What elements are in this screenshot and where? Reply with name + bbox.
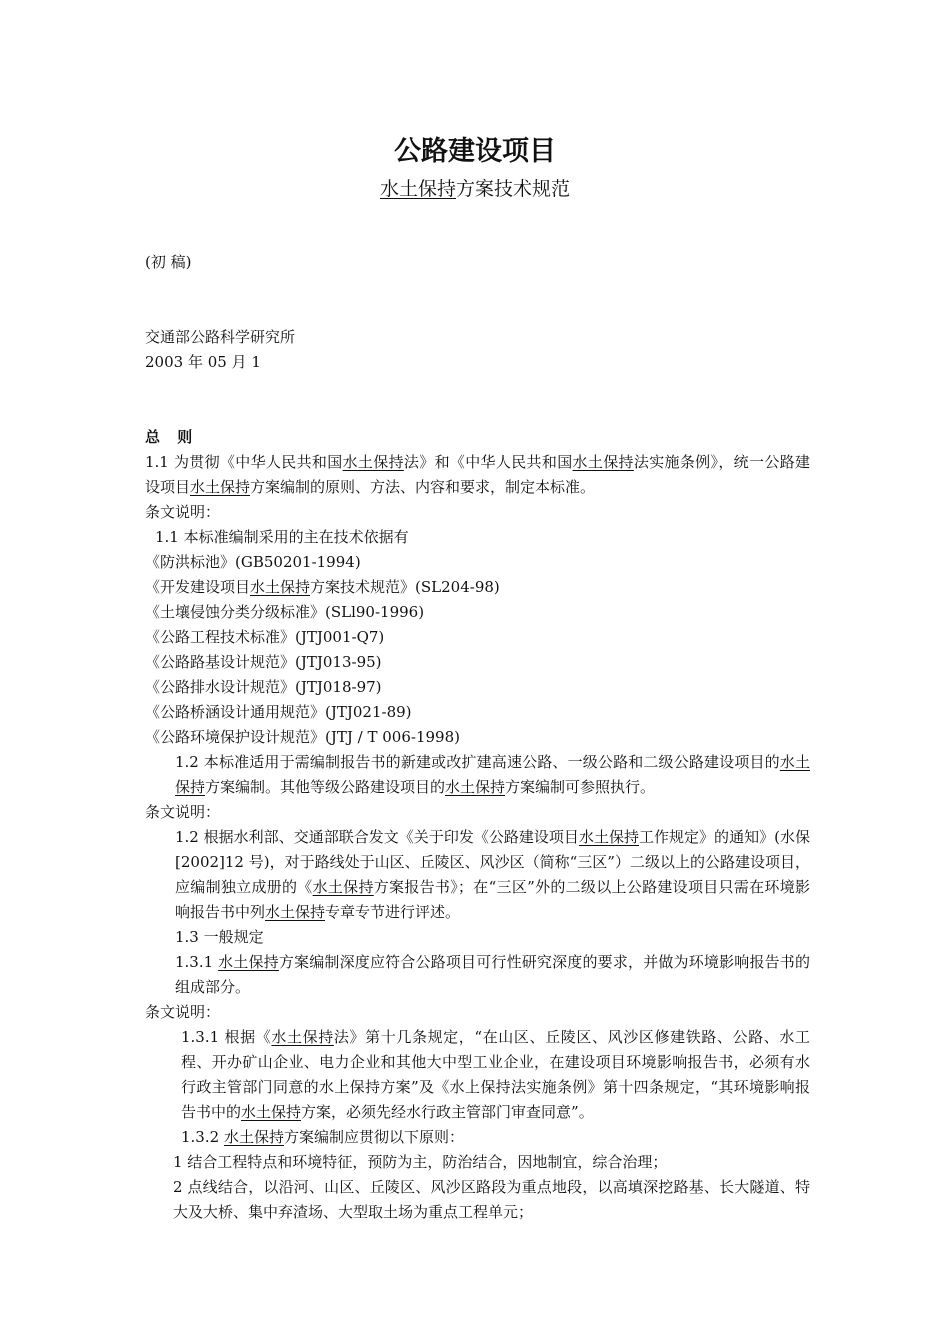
note-label: 条文说明： [145,503,221,521]
subtitle-rest: 方案技术规范 [456,178,571,200]
para-1-3-1: 1.3.1 水土保持方案编制深度应符合公路项目可行性研究深度的要求，并做为环境影响报告书的组成部分。 [175,953,810,996]
org-name: 交通部公路科学研究所 [145,328,296,346]
subtitle-underlined: 水土保持 [379,178,456,200]
note-1-3-1: 1.3.1 根据《水土保持法》第十几条规定，“在山区、丘陵区、风沙区修建铁路、公路、水工程、开办矿山企业、电力企业和其他大中型工业企业，在建设项目环境影响报告书，必须有水行政主管部门同意的水上保持方案”及《水上保持法实施条例》第十四条规定，“其环境影响报告书中的水土保持方案，必须先经水行政主管部门审查同意”。 [181,1028,811,1121]
document-subtitle [0,174,950,204]
reference-item: 《公路排水设计规范》(JTJ018-97) [145,678,382,696]
note-1-1: 1.1 本标准编制采用的主在技术依据有 [155,528,409,546]
reference-item: 《防洪标池》(GB50201-1994) [145,553,361,571]
reference-item: 《公路桥涵设计通用规范》(JTJ021-89) [145,703,412,721]
note-label: 条文说明： [145,1003,221,1021]
reference-item: 《公路路基设计规范》(JTJ013-95) [145,653,382,671]
reference-item: 《开发建设项目水土保持方案技术规范》(SL204-98) [145,578,500,596]
para-1-3: 1.3 一般规定 [175,928,264,946]
draft-note: (初 稿) [145,253,192,271]
para-1-1: 1.1 为贯彻《中华人民共和国水土保持法》和《中华人民共和国水土保持法实施条例》，统一公路建设项目水土保持方案编制的原则、方法、内容和要求，制定本标准。 [145,453,810,496]
body-text [145,425,810,1225]
para-1-3-2: 1.3.2 水土保持方案编制应贯彻以下原则： [181,1128,464,1146]
document-title: 公路建设项目 [394,136,556,167]
reference-item: 《公路环境保护设计规范》(JTJ / T 006-1998) [145,728,460,746]
list-item: 2 点线结合，以沿河、山区、丘陵区、风沙区路段为重点地段，以高填深挖路基、长大隧道、特大及大桥、集中弃渣场、大型取土场为重点工程单元； [173,1178,810,1221]
note-1-2: 1.2 根据水利部、交通部联合发文《关于印发《公路建设项目水土保持工作规定》的通知》(水保[2002]12 号)，对于路线处于山区、丘陵区、风沙区（简称“三区”）二级以上的公路建设项目，应编制独立成册的《水土保持方案报告书》；在“三区”外的二级以上公路建设项目只需在环境影响报告书中列水土保持专章专节进行评述。 [175,828,810,921]
reference-item: 《公路工程技术标准》(JTJ001-Q7) [145,628,385,646]
section-heading: 总 则 [145,428,199,446]
para-1-2: 1.2 本标准适用于需编制报告书的新建或改扩建高速公路、一级公路和二级公路建设项目的水土保持方案编制。其他等级公路建设项目的水土保持方案编制可参照执行。 [175,753,810,796]
org-block [145,325,810,375]
note-label: 条文说明： [145,803,221,821]
date-line: 2003 年 05 月 1 [145,353,261,371]
list-item: 1 结合工程特点和环境特征，预防为主，防治结合，因地制宜，综合治理； [173,1153,668,1171]
reference-item: 《土壤侵蚀分类分级标准》(SLl90-1996) [145,603,425,621]
